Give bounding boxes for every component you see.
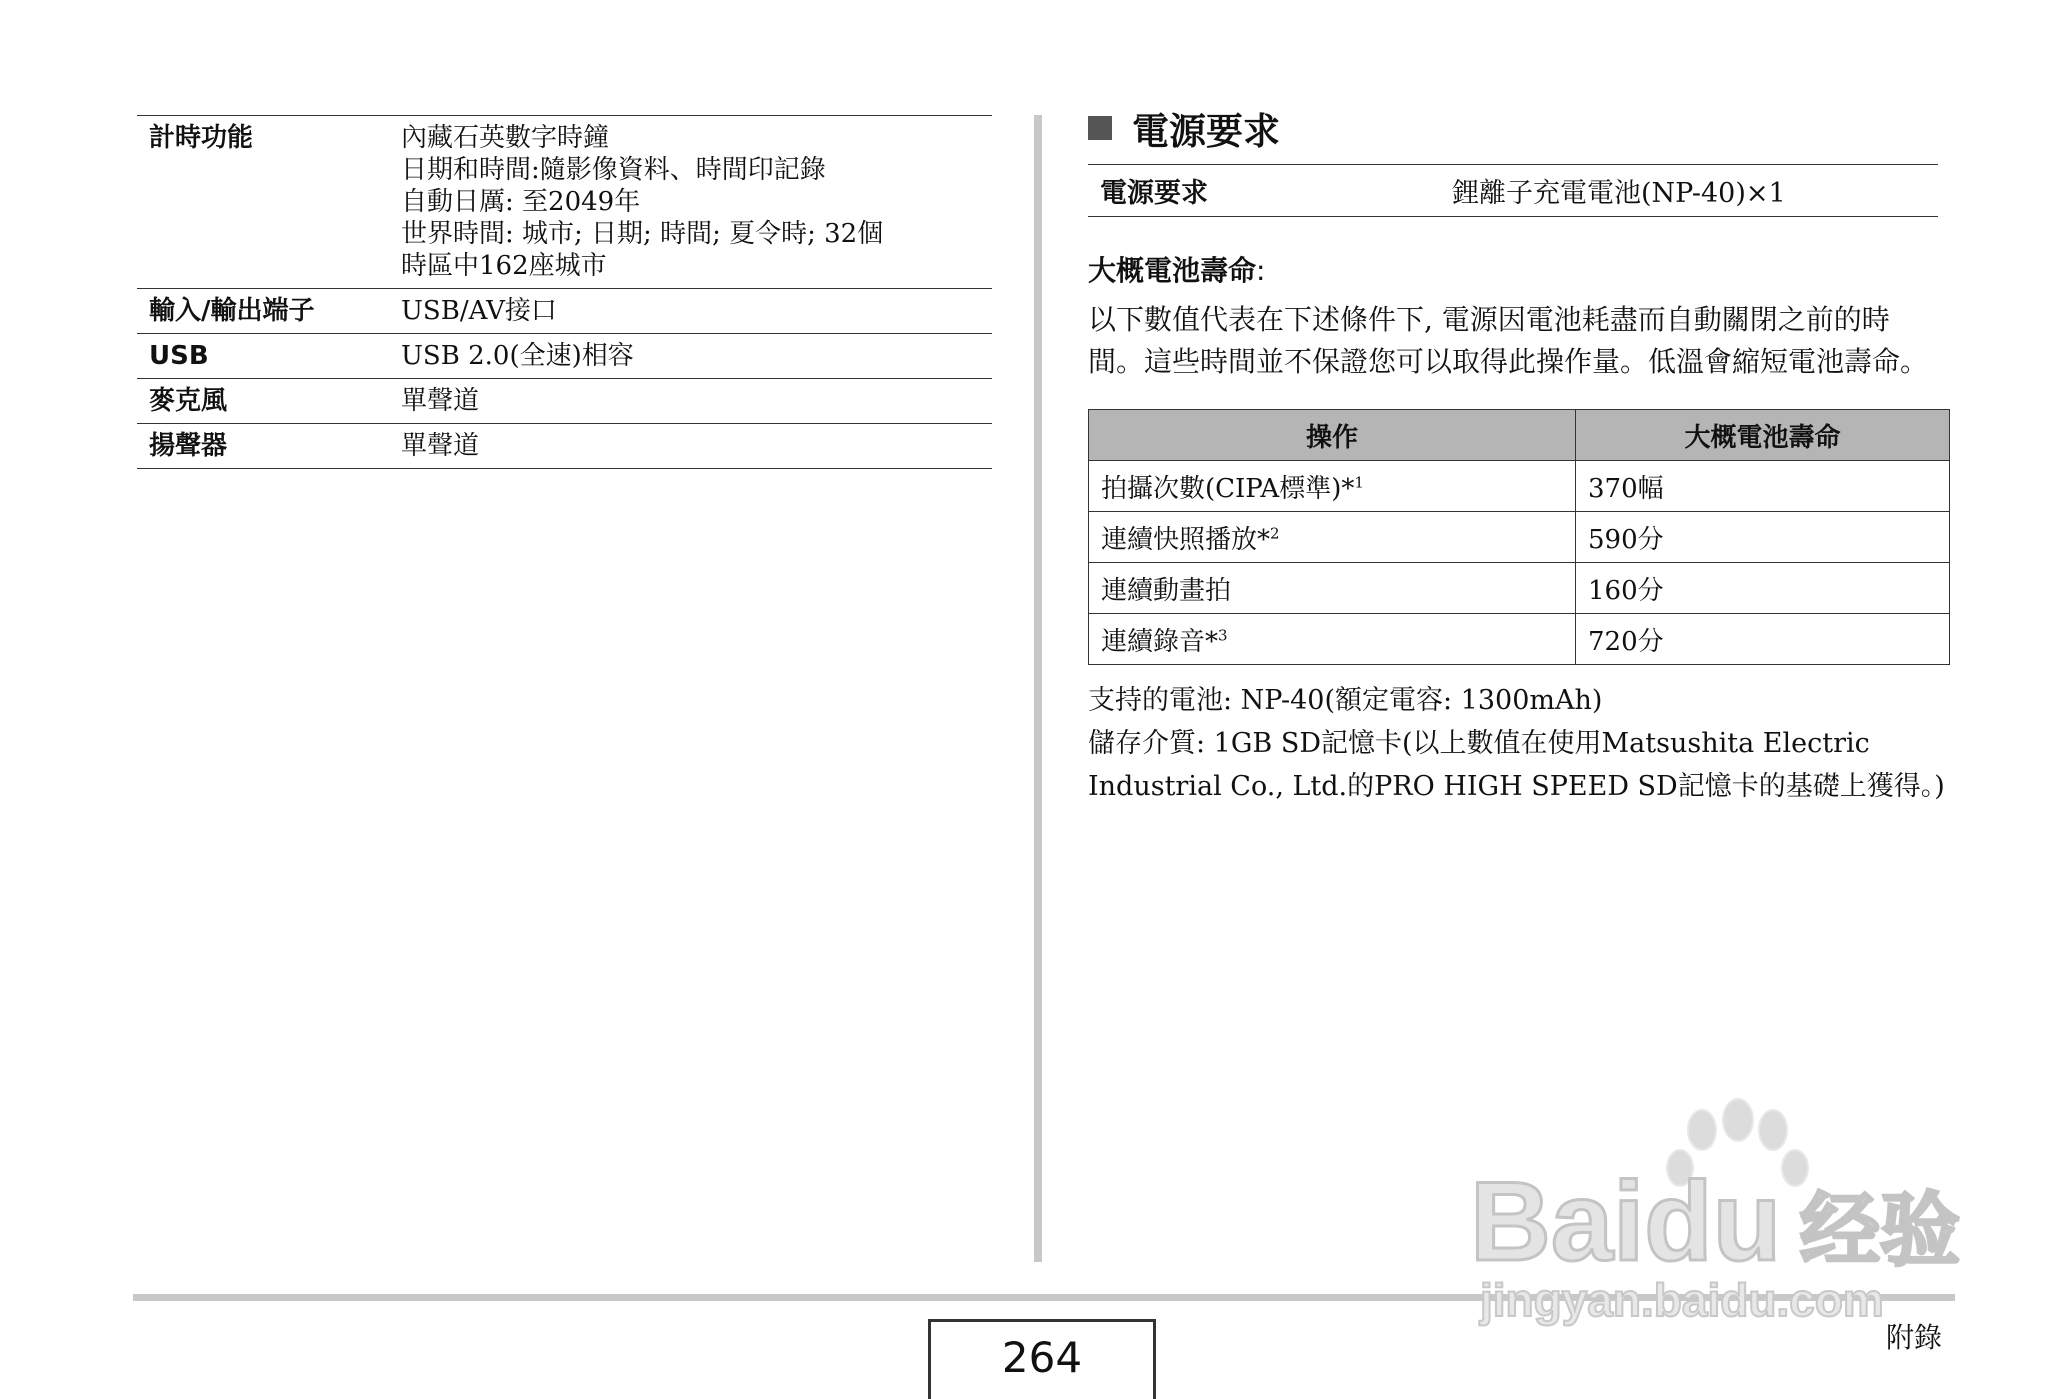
spec-row-usb — [137, 334, 992, 379]
battery-life-cell: 720分 — [1576, 614, 1950, 665]
section-heading — [1088, 100, 1938, 156]
column-divider — [1034, 115, 1042, 1262]
battery-life-cell: 370幅 — [1576, 461, 1950, 512]
baidu-jingyan-watermark — [1470, 1090, 1970, 1330]
operation-text: 連續動畫拍 — [1101, 575, 1232, 606]
spec-row-io-terminal — [137, 289, 992, 334]
spec-row-microphone — [137, 379, 992, 424]
power-value: 鋰離子充電電池(NP-40)×1 — [1440, 165, 1938, 217]
spec-table — [137, 115, 992, 469]
table-row — [1089, 461, 1950, 512]
spec-label: USB — [137, 334, 389, 379]
operation-cell — [1089, 614, 1576, 665]
note-supported-battery: 支持的電池: NP-40(額定電容: 1300mAh) — [1088, 685, 1603, 716]
table-row — [1089, 512, 1950, 563]
column-header-battery-life: 大概電池壽命 — [1576, 410, 1950, 461]
footnote-mark: 2 — [1270, 523, 1280, 542]
operation-cell — [1089, 563, 1576, 614]
square-bullet-icon — [1088, 116, 1112, 140]
spec-value: USB 2.0(全速)相容 — [389, 334, 992, 379]
power-row — [1088, 165, 1938, 217]
operation-text: 連續錄音* — [1101, 626, 1219, 657]
section-heading-text: 電源要求 — [1132, 110, 1280, 153]
table-row — [1089, 614, 1950, 665]
subtitle-colon: : — [1256, 254, 1266, 287]
spec-value: 單聲道 — [389, 379, 992, 424]
footnote-mark: 3 — [1218, 625, 1228, 644]
operation-text: 拍攝次數(CIPA標準)* — [1101, 473, 1355, 504]
battery-life-description: 以下數值代表在下述條件下, 電源因電池耗盡而自動關閉之前的時間。這些時間並不保證您可以取得此操作量。低溫會縮短電池壽命。 — [1088, 303, 1929, 378]
spec-value: 單聲道 — [389, 424, 992, 469]
operation-text: 連續快照播放* — [1101, 524, 1271, 555]
battery-table-header — [1089, 410, 1950, 461]
spec-row-speaker — [137, 424, 992, 469]
watermark-brand: Baidu — [1470, 1159, 1782, 1284]
battery-notes — [1088, 679, 1950, 808]
power-requirement-table — [1088, 164, 1938, 217]
battery-life-cell: 590分 — [1576, 512, 1950, 563]
section-label: 附錄 — [1886, 1321, 1943, 1354]
spec-row-timer — [137, 116, 992, 289]
operation-cell — [1089, 461, 1576, 512]
note-storage-media: 儲存介質: 1GB SD記憶卡(以上數值在使用Matsushita Electric Industrial Co., Ltd.的PRO HIGH SPEED SD記憶卡的基礎上獲得。) — [1088, 728, 1945, 802]
spec-label: 麥克風 — [137, 379, 389, 424]
battery-life-table — [1088, 409, 1950, 665]
spec-label: 揚聲器 — [137, 424, 389, 469]
spec-value: 內藏石英數字時鐘 日期和時間:隨影像資料、時間印記錄 自動日厲: 至2049年 世界時間: 城市; 日期; 時間; 夏令時; 32個 時區中162座城市 — [389, 116, 992, 289]
watermark-url: jingyan.baidu.com — [1480, 1274, 1884, 1326]
page-number: 264 — [928, 1319, 1156, 1399]
column-header-operation: 操作 — [1089, 410, 1576, 461]
battery-life-subtitle-text: 大概電池壽命 — [1088, 254, 1257, 287]
table-row — [1089, 563, 1950, 614]
spec-value: USB/AV接口 — [389, 289, 992, 334]
footnote-mark: 1 — [1354, 472, 1364, 491]
watermark-cn: 经验 — [1800, 1184, 1960, 1277]
spec-label: 輸入/輸出端子 — [137, 289, 389, 334]
spec-label: 計時功能 — [137, 116, 389, 289]
battery-life-subtitle — [1088, 249, 1938, 289]
power-section — [1088, 100, 1945, 808]
power-label: 電源要求 — [1088, 165, 1440, 217]
battery-life-cell: 160分 — [1576, 563, 1950, 614]
operation-cell — [1089, 512, 1576, 563]
